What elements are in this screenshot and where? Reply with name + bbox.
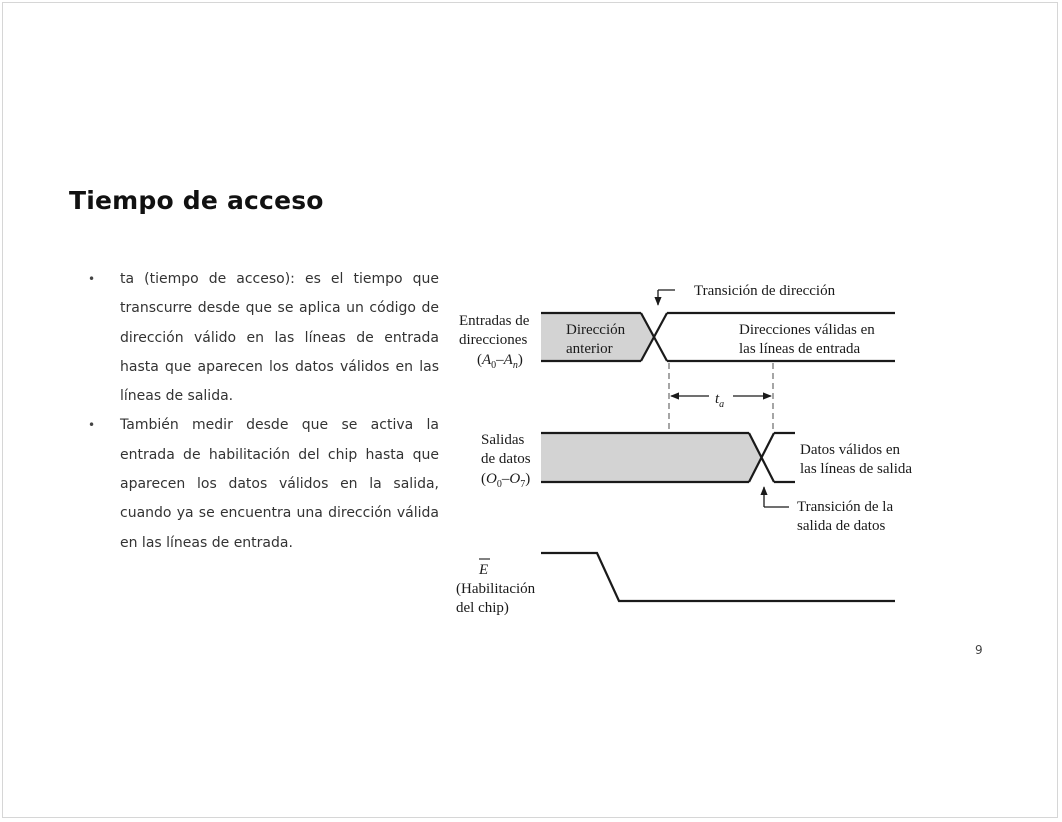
valid-data-label: Datos válidos en las líneas de salida [800,442,913,477]
data-outputs-waveform [541,433,795,482]
bullet-item [87,265,439,411]
valid-addresses-label: Direcciones válidas en las líneas de entrada [739,322,875,357]
address-transition-label: Transición de dirección [694,283,836,299]
enable-signal-label: E [479,562,489,578]
chip-enable-waveform [541,553,895,601]
address-inputs-range: $(A_0-A_n)$ [477,352,523,371]
data-outputs-range: $(O_0-O_7)$ [481,471,531,490]
bullet-marker: • [88,418,96,433]
bullet-text: También medir desde que se activa la entrada de habilitación del chip hasta que aparecen los datos válidos en la salida, cuando ya se encuentra una dirección válida en las líneas de entrada. [120,417,439,551]
access-time-timing-diagram [449,273,929,623]
previous-address-label: Dirección anterior [566,322,626,357]
page-number: 9 [975,643,983,657]
data-outputs-label: Salidas de datos [481,432,531,467]
data-output-transition-label: Transición de la salida de datos [797,499,894,534]
bullet-marker: • [88,272,96,286]
bullet-item [87,411,439,557]
data-output-transition-pointer [764,487,789,507]
slide-title: Tiempo de acceso [69,186,324,215]
enable-description: (Habilitación del chip) [456,581,536,616]
access-time-label: $t_a$ [715,391,725,410]
bullet-text: ta (tiempo de acceso): es el tiempo que transcurre desde que se aplica un código de dirección válido en las líneas de entrada hasta que aparecen los datos válidos en las líneas de salida. [120,271,439,405]
slide [2,2,1058,818]
address-inputs-label: Entradas de direcciones [459,313,530,348]
data-invalid-shaded-region [541,433,761,482]
address-transition-pointer [658,290,675,305]
bullet-list [87,265,439,558]
